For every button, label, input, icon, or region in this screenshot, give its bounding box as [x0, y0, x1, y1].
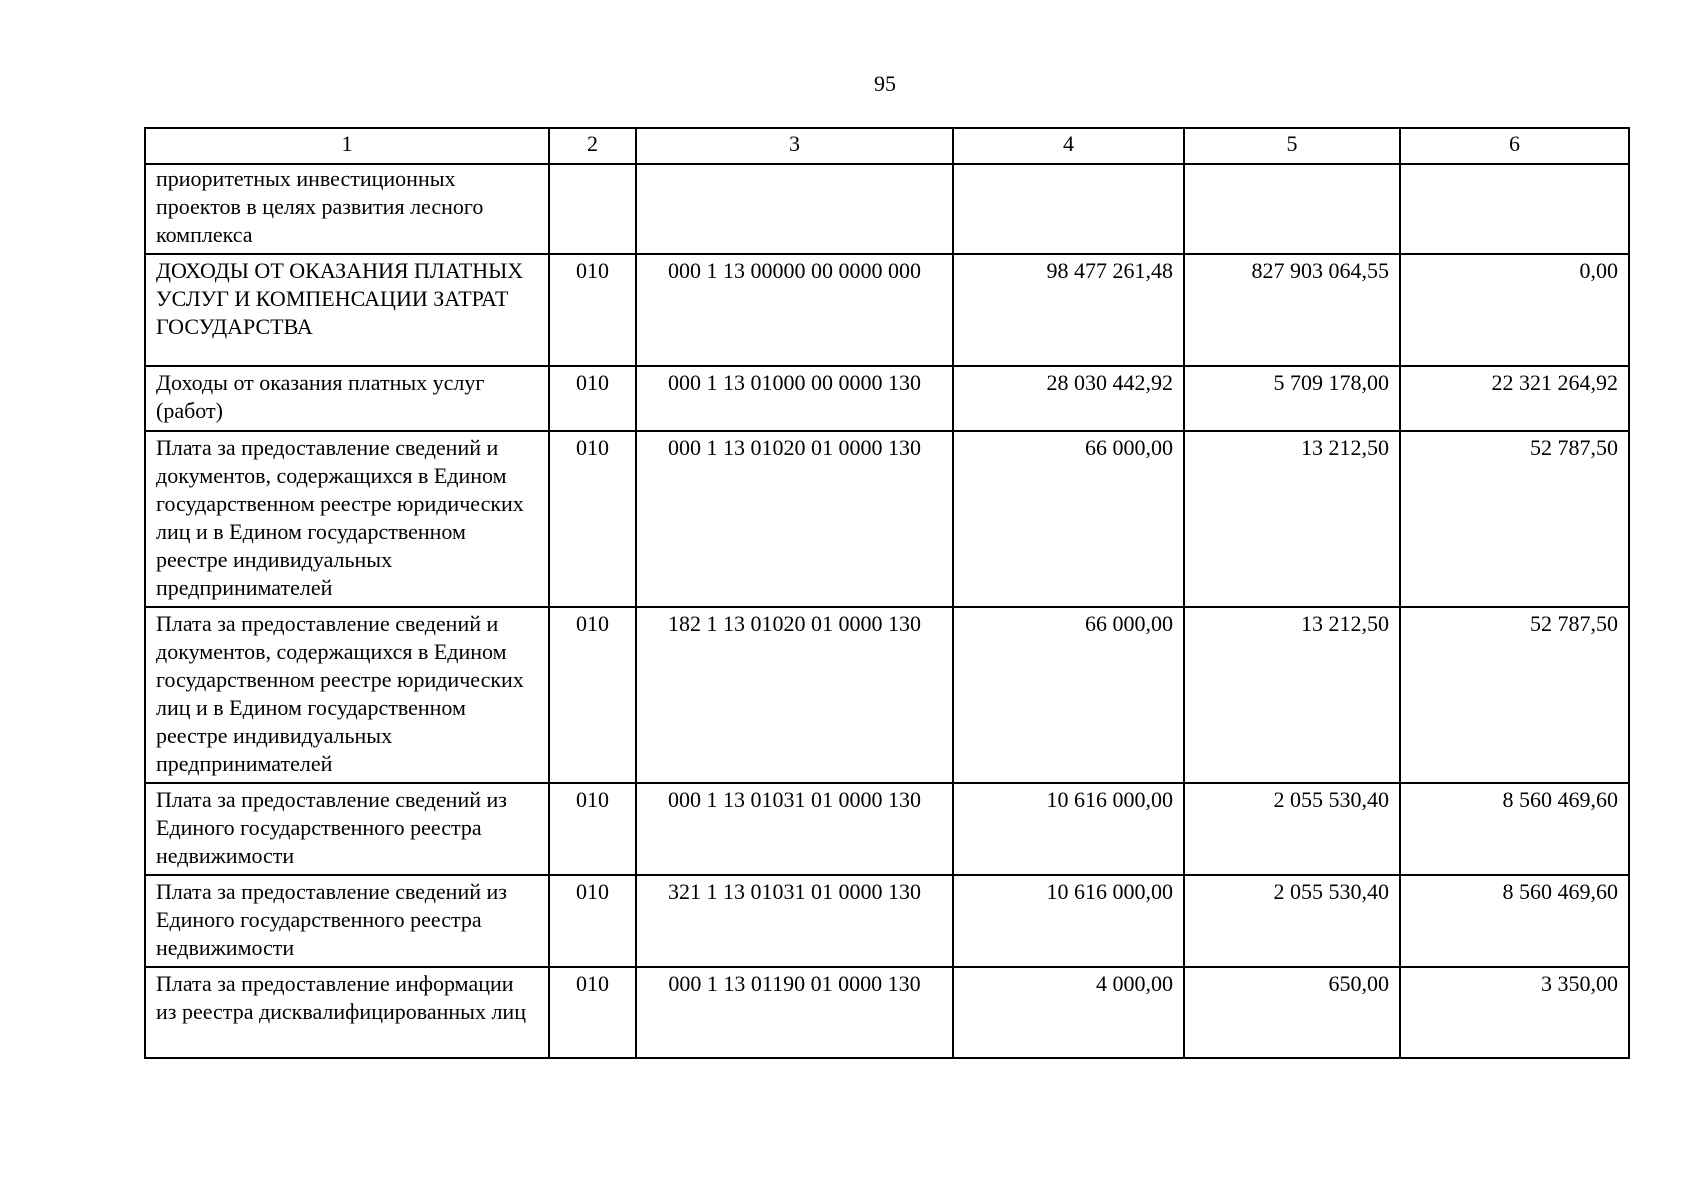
- value-cell-4: 66 000,00: [953, 431, 1184, 607]
- column-header-6: 6: [1400, 128, 1629, 164]
- value-cell-5: [1184, 164, 1400, 254]
- line-code-cell: 010: [549, 783, 636, 875]
- table-body: [145, 164, 1629, 1058]
- value-cell-6: [1400, 164, 1629, 254]
- value-cell-6: 8 560 469,60: [1400, 875, 1629, 967]
- column-header-5: 5: [1184, 128, 1400, 164]
- value-cell-5: 13 212,50: [1184, 431, 1400, 607]
- value-cell-6: 22 321 264,92: [1400, 366, 1629, 431]
- value-cell-4: 4 000,00: [953, 967, 1184, 1058]
- row-name-cell: ДОХОДЫ ОТ ОКАЗАНИЯ ПЛАТНЫХ УСЛУГ И КОМПЕНСАЦИИ ЗАТРАТ ГОСУДАРСТВА: [145, 254, 549, 366]
- income-code-cell: 182 1 13 01020 01 0000 130: [636, 607, 953, 783]
- column-header-2: 2: [549, 128, 636, 164]
- row-name-cell: Плата за предоставление сведений и документов, содержащихся в Едином государственном реестре юридических лиц и в Едином государственном реестре индивидуальных предпринимателей: [145, 431, 549, 607]
- income-code-cell: 000 1 13 01000 00 0000 130: [636, 366, 953, 431]
- line-code-cell: 010: [549, 366, 636, 431]
- value-cell-6: 8 560 469,60: [1400, 783, 1629, 875]
- line-code-cell: 010: [549, 967, 636, 1058]
- table-row: [145, 164, 1629, 254]
- table-row: [145, 875, 1629, 967]
- column-header-4: 4: [953, 128, 1184, 164]
- column-header-1: 1: [145, 128, 549, 164]
- header-row: [145, 128, 1629, 164]
- budget-table: [144, 127, 1630, 1059]
- value-cell-4: 10 616 000,00: [953, 875, 1184, 967]
- table-row: [145, 254, 1629, 366]
- line-code-cell: 010: [549, 607, 636, 783]
- value-cell-6: 0,00: [1400, 254, 1629, 366]
- value-cell-4: 98 477 261,48: [953, 254, 1184, 366]
- table-row: [145, 431, 1629, 607]
- income-code-cell: [636, 164, 953, 254]
- table-row: [145, 607, 1629, 783]
- income-code-cell: 321 1 13 01031 01 0000 130: [636, 875, 953, 967]
- row-name-cell: Плата за предоставление информации из реестра дисквалифицированных лиц: [145, 967, 549, 1058]
- table-row: [145, 366, 1629, 431]
- income-code-cell: 000 1 13 01020 01 0000 130: [636, 431, 953, 607]
- line-code-cell: 010: [549, 431, 636, 607]
- value-cell-5: 650,00: [1184, 967, 1400, 1058]
- row-name-cell: Плата за предоставление сведений из Единого государственного реестра недвижимости: [145, 783, 549, 875]
- value-cell-6: 52 787,50: [1400, 431, 1629, 607]
- table-header: [145, 128, 1629, 164]
- value-cell-6: 3 350,00: [1400, 967, 1629, 1058]
- line-code-cell: 010: [549, 875, 636, 967]
- value-cell-4: 28 030 442,92: [953, 366, 1184, 431]
- value-cell-5: 13 212,50: [1184, 607, 1400, 783]
- value-cell-4: [953, 164, 1184, 254]
- column-header-3: 3: [636, 128, 953, 164]
- line-code-cell: [549, 164, 636, 254]
- value-cell-6: 52 787,50: [1400, 607, 1629, 783]
- table-row: [145, 967, 1629, 1058]
- value-cell-5: 2 055 530,40: [1184, 783, 1400, 875]
- income-code-cell: 000 1 13 01190 01 0000 130: [636, 967, 953, 1058]
- table-row: [145, 783, 1629, 875]
- row-name-cell: Плата за предоставление сведений из Единого государственного реестра недвижимости: [145, 875, 549, 967]
- income-code-cell: 000 1 13 01031 01 0000 130: [636, 783, 953, 875]
- row-name-cell: приоритетных инвестиционных проектов в целях развития лесного комплекса: [145, 164, 549, 254]
- value-cell-5: 5 709 178,00: [1184, 366, 1400, 431]
- line-code-cell: 010: [549, 254, 636, 366]
- value-cell-4: 10 616 000,00: [953, 783, 1184, 875]
- value-cell-5: 2 055 530,40: [1184, 875, 1400, 967]
- value-cell-5: 827 903 064,55: [1184, 254, 1400, 366]
- row-name-cell: Плата за предоставление сведений и документов, содержащихся в Едином государственном реестре юридических лиц и в Едином государственном реестре индивидуальных предпринимателей: [145, 607, 549, 783]
- row-name-cell: Доходы от оказания платных услуг (работ): [145, 366, 549, 431]
- page-number: 95: [874, 71, 896, 96]
- value-cell-4: 66 000,00: [953, 607, 1184, 783]
- income-code-cell: 000 1 13 00000 00 0000 000: [636, 254, 953, 366]
